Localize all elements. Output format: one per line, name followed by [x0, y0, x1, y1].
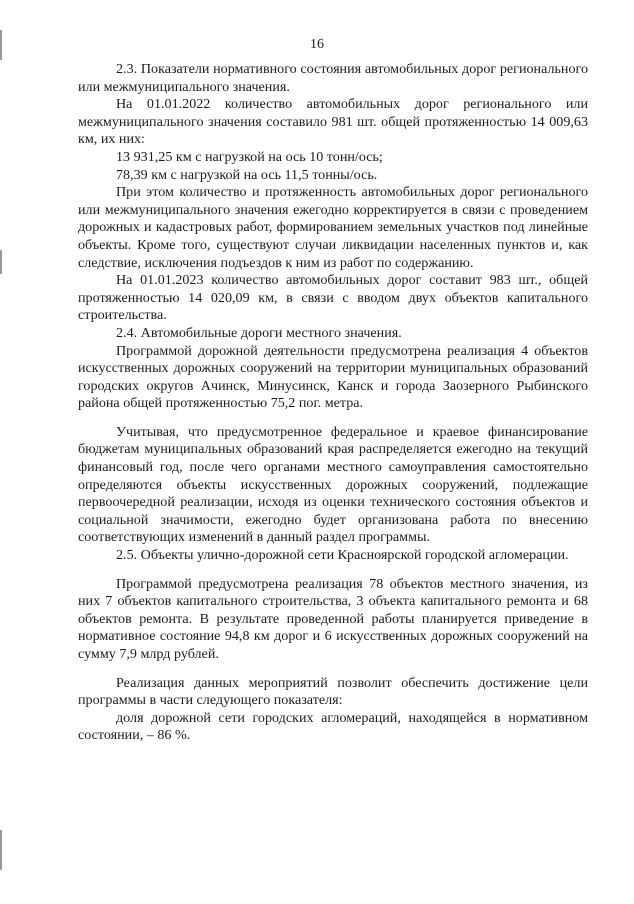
- paragraph: Реализация данных мероприятий позволит обеспечить достижение цели программы в части следующего показателя:: [78, 674, 588, 709]
- list-item: 13 931,25 км с нагрузкой на ось 10 тонн/ось;: [116, 148, 383, 165]
- scan-edge-mark: [0, 830, 2, 870]
- section-heading-2-3: 2.3. Показатели нормативного состояния автомобильных дорог регионального или межмуниципального значения.: [78, 61, 588, 95]
- document-body: [78, 61, 588, 745]
- page-number: 16: [310, 37, 324, 52]
- indicator-item: доля дорожной сети городских агломераций, находящейся в нормативном состоянии, – 86 %.: [78, 709, 588, 744]
- section-heading-2-5: 2.5. Объекты улично-дорожной сети Красноярской городской агломерации.: [116, 547, 569, 564]
- list-item: 78,39 км с нагрузкой на ось 11,5 тонны/ось.: [116, 166, 378, 183]
- paragraph: Программой предусмотрена реализация 78 объектов местного значения, из них 7 объектов капитального строительства, 3 объекта капитального ремонта и 68 объектов ремонта. В результате проведенной работы планируется приведение в нормативное состояние 94,8 км дорог и 6 искусственных дорожных сооружений на сумму 7,9 млрд рублей.: [78, 575, 588, 662]
- scan-edge-mark: [0, 250, 2, 274]
- paragraph: При этом количество и протяженность автомобильных дорог регионального или межмуниципального значения ежегодно корректируется в связи с проведением дорожных и кадастровых работ, формированием земельных участков под линейные объекты. Кроме того, существуют случаи ликвидации населенных пунктов и, как следствие, исключения подъездов к ним из работ по содержанию.: [78, 184, 588, 271]
- paragraph: Учитывая, что предусмотренное федеральное и краевое финансирование бюджетам муниципальных образований края распределяется ежегодно на текущий финансовый год, после чего органами местного самоуправления самостоятельно определяются объекты искусственных дорожных сооружений, подлежащие первоочередной реализации, исходя из оценки технического состояния объектов и социальной значимости, ежегодно будет организована работа по внесению соответствующих изменений в данный раздел программы.: [78, 423, 588, 546]
- paragraph: На 01.01.2023 количество автомобильных дорог составит 983 шт., общей протяженностью 14 020,09 км, в связи с вводом двух объектов капитального строительства.: [78, 272, 588, 324]
- paragraph: Программой дорожной деятельности предусмотрена реализация 4 объектов искусственных дорожных сооружений на территории муниципальных образований городских округов Ачинск, Минусинск, Канск и города Заозерного Рыбинского района общей протяженностью 75,2 пог. метра.: [78, 342, 588, 412]
- section-heading-2-4: 2.4. Автомобильные дороги местного значения.: [116, 324, 402, 341]
- paragraph: На 01.01.2022 количество автомобильных дорог регионального или межмуниципального значения составило 981 шт. общей протяженностью 14 009,63 км, их них:: [78, 96, 588, 148]
